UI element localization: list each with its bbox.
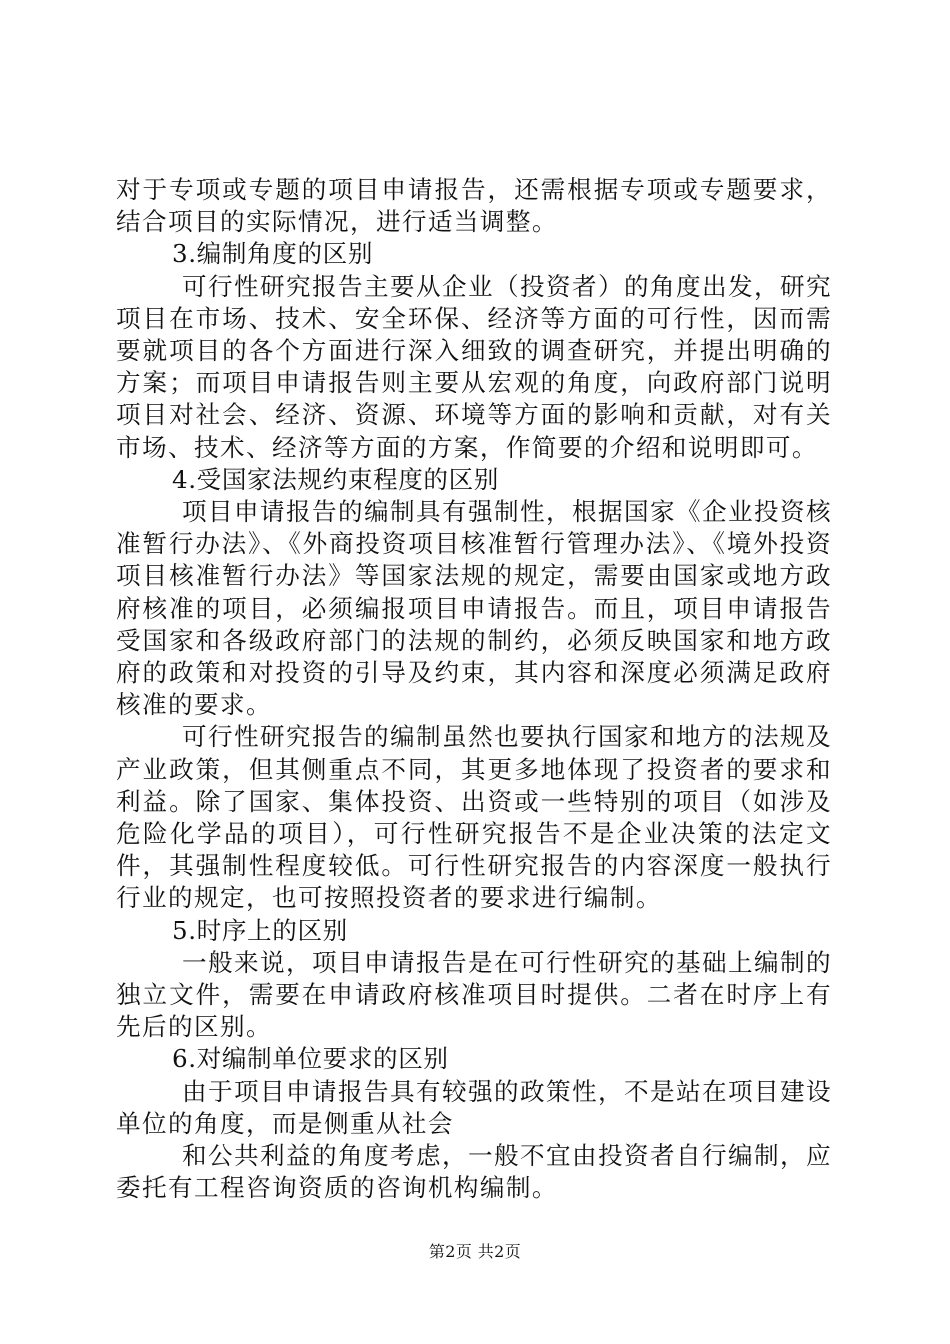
paragraph: 对于专项或专题的项目申请报告，还需根据专项或专题要求，结合项目的实际情况，进行适当调整。 [116,175,832,237]
section-heading: 3.编制角度的区别 [172,239,374,269]
page-number-footer: 第2页 共2页 [428,1242,522,1261]
section-heading: 5.时序上的区别 [172,915,348,945]
document-body [116,174,832,1205]
section-heading: 6.对编制单位要求的区别 [172,1044,449,1074]
paragraph: 可行性研究报告主要从企业（投资者）的角度出发，研究项目在市场、技术、安全环保、经济等方面的可行性，因而需要就项目的各个方面进行深入细致的调查研究，并提出明确的方案；而项目申请报告则主要从宏观的角度，向政府部门说明项目对社会、经济、资源、环境等方面的影响和贡献，对有关市场、技术、经济等方面的方案，作简要的介绍和说明即可。 [116,271,832,462]
paragraph: 可行性研究报告的编制虽然也要执行国家和地方的法规及产业政策，但其侧重点不同，其更多地体现了投资者的要求和利益。除了国家、集体投资、出资或一些特别的项目（如涉及危险化学品的项目），可行性研究报告不是企业决策的法定文件，其强制性程度较低。可行性研究报告的内容深度一般执行行业的规定，也可按照投资者的要求进行编制。 [116,722,832,913]
paragraph: 和公共利益的角度考虑，一般不宜由投资者自行编制，应委托有工程咨询资质的咨询机构编制。 [116,1141,832,1203]
paragraph: 由于项目申请报告具有较强的政策性，不是站在项目建设单位的角度，而是侧重从社会 [116,1076,832,1138]
paragraph: 项目申请报告的编制具有强制性，根据国家《企业投资核准暂行办法》、《外商投资项目核准暂行管理办法》、《境外投资项目核准暂行办法》等国家法规的规定，需要由国家或地方政府核准的项目，必须编报项目申请报告。而且，项目申请报告受国家和各级政府部门的法规的制约，必须反映国家和地方政府的政策和对投资的引导及约束，其内容和深度必须满足政府核准的要求。 [116,497,832,720]
section-heading: 4.受国家法规约束程度的区别 [172,464,499,494]
paragraph: 一般来说，项目申请报告是在可行性研究的基础上编制的独立文件，需要在申请政府核准项目时提供。二者在时序上有先后的区别。 [116,947,832,1042]
